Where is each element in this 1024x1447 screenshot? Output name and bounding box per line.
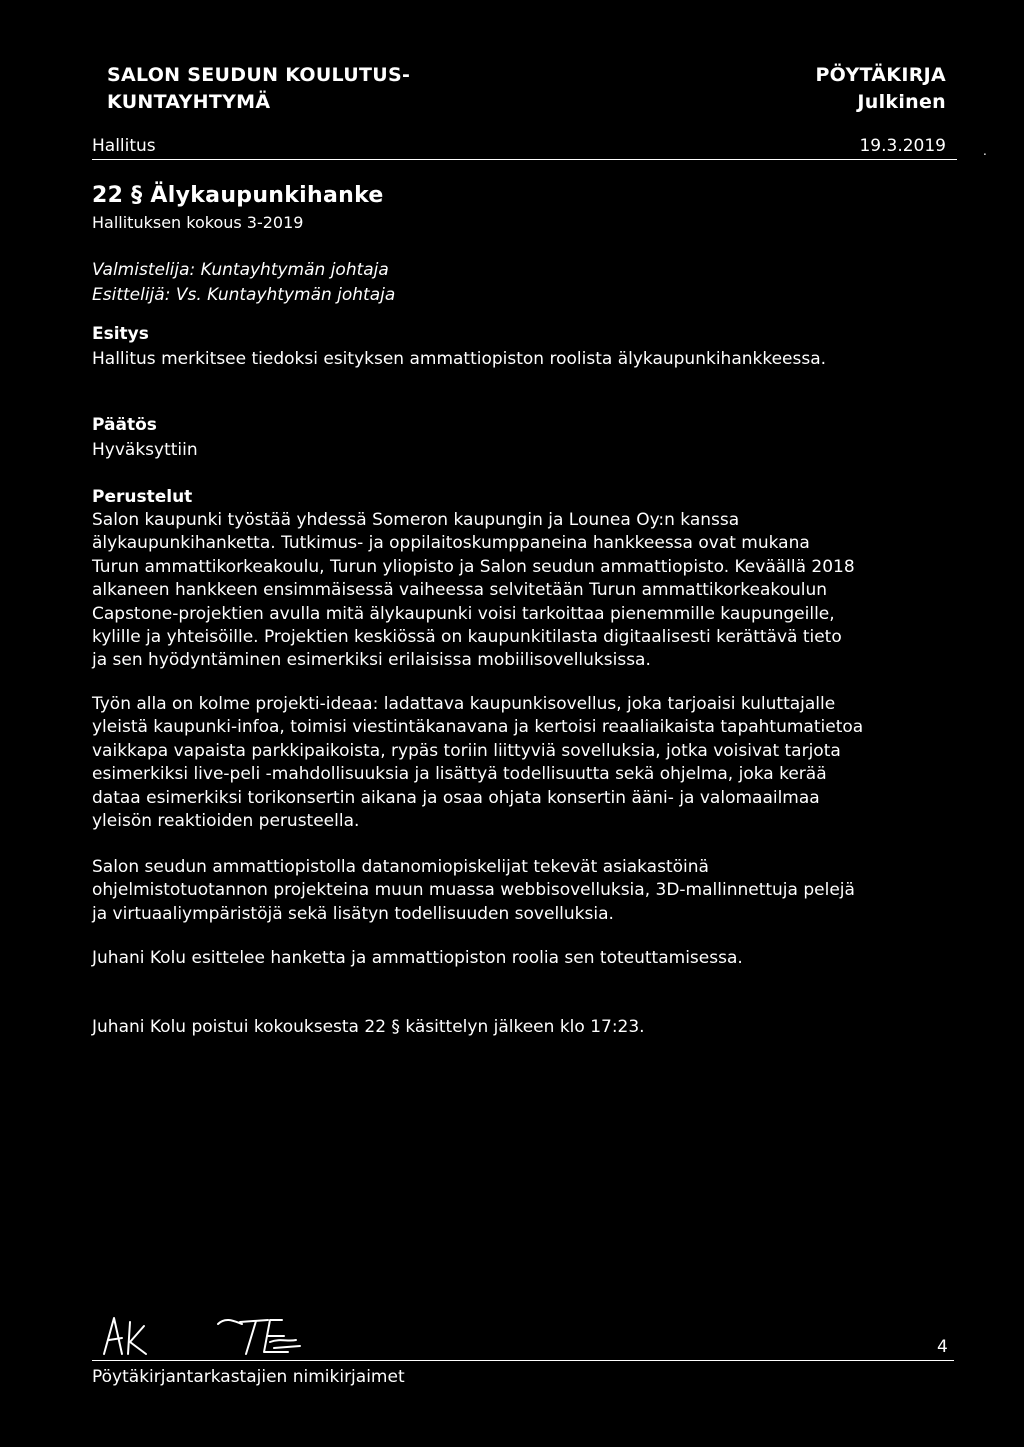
- meeting-date: 19.3.2019: [859, 136, 946, 156]
- initials-signature-image: [100, 1312, 360, 1360]
- proposal-text: Hallitus merkitsee tiedoksi esityksen ammattiopiston roolista älykaupunkihankkeessa.: [92, 349, 827, 369]
- preparation-info: [92, 258, 395, 308]
- rationale-paragraph-2: [92, 693, 972, 833]
- signatures-label: Pöytäkirjantarkastajien nimikirjaimet: [92, 1367, 405, 1387]
- document-type: PÖYTÄKIRJA: [815, 64, 946, 86]
- paragraph-line: yleisön reaktioiden perusteella.: [92, 811, 360, 832]
- header-divider: [92, 159, 957, 160]
- visibility-label: Julkinen: [857, 91, 946, 113]
- handwritten-initials: [100, 1312, 360, 1364]
- paragraph-line: alkaneen hankkeen ensimmäisessä vaiheessa selvitetään Turun ammattikorkeakoulun: [92, 580, 828, 601]
- document-type-block: [815, 62, 946, 116]
- paragraph-line: dataa esimerkiksi torikonsertin aikana ja osaa ohjata konsertin ääni- ja valomaailmaa: [92, 787, 820, 808]
- paragraph-line: Juhani Kolu poistui kokouksesta 22 § käsittelyn jälkeen klo 17:23.: [92, 1017, 645, 1037]
- paragraph-line: esimerkiksi live-peli -mahdollisuuksia ja lisättyä todellisuutta sekä ohjelma, joka kerää: [92, 764, 827, 785]
- rationale-paragraph-1: [92, 509, 972, 673]
- paragraph-line: älykaupunkihanketta. Tutkimus- ja oppilaitoskumppaneina hankkeessa ovat mukana: [92, 533, 810, 554]
- rationale-paragraph-3: [92, 856, 972, 926]
- paragraph-line: Capstone-projektien avulla mitä älykaupunki voisi tarkoittaa pienemmille kaupungeille,: [92, 603, 835, 624]
- rationale-paragraph-4: [92, 947, 972, 970]
- paragraph-line: yleistä kaupunki-infoa, toimisi viestintäkanavana ja kertoisi reaaliaikaista tapahtumatietoa: [92, 717, 864, 738]
- paragraph-line: Turun ammattikorkeakoulu, Turun yliopisto ja Salon seudun ammattiopisto. Keväällä 2018: [92, 556, 855, 577]
- rationale-paragraph-5: [92, 1016, 972, 1039]
- rationale-heading-block: [92, 485, 972, 510]
- paragraph-line: ohjelmistotuotannon projekteina muun muassa webbisovelluksia, 3D-mallinnettuja pelejä: [92, 880, 855, 901]
- paragraph-line: ja virtuaaliympäristöjä sekä lisätyn todellisuuden sovelluksia.: [92, 903, 614, 924]
- paragraph-line: Juhani Kolu esittelee hanketta ja ammattiopiston roolia sen toteuttamisessa.: [92, 948, 743, 968]
- signature-line: [92, 1360, 954, 1361]
- governing-body: Hallitus: [92, 136, 156, 156]
- proposal-section: [92, 322, 972, 372]
- paragraph-line: Salon seudun ammattiopistolla datanomiopiskelijat tekevät asiakastöinä: [92, 857, 709, 877]
- paragraph-line: Työn alla on kolme projekti-ideaa: ladattava kaupunkisovellus, joka tarjoaisi kuluttajalle: [92, 694, 836, 714]
- meeting-row: [92, 136, 946, 160]
- org-name-line2: KUNTAYHTYMÄ: [107, 91, 271, 113]
- presenter: Esittelijä: Vs. Kuntayhtymän johtaja: [92, 285, 396, 305]
- proposal-heading: Esitys: [92, 324, 149, 344]
- decision-section: [92, 413, 972, 463]
- paragraph-line: vaikkapa vapaista parkkipaikoista, rypäs toriin liittyviä sovelluksia, jotka voisivat tarjota: [92, 740, 841, 761]
- meeting-reference: Hallituksen kokous 3-2019: [92, 213, 304, 232]
- item-title: 22 § Älykaupunkihanke: [92, 183, 384, 208]
- decision-heading: Päätös: [92, 415, 157, 435]
- decision-text: Hyväksyttiin: [92, 440, 198, 460]
- stray-dot: .: [983, 144, 987, 158]
- paragraph-line: ja sen hyödyntäminen esimerkiksi erilaisissa mobiilisovelluksissa.: [92, 650, 651, 671]
- org-name-line1: SALON SEUDUN KOULUTUS-: [107, 64, 411, 86]
- rationale-heading: Perustelut: [92, 487, 193, 507]
- paragraph-line: kylille ja yhteisöille. Projektien keskiössä on kaupunkitilasta digitaalisesti kerättävä tieto: [92, 627, 842, 648]
- organization-name: [107, 62, 410, 116]
- paragraph-line: Salon kaupunki työstää yhdessä Someron kaupungin ja Lounea Oy:n kanssa: [92, 510, 740, 530]
- preparer: Valmistelija: Kuntayhtymän johtaja: [92, 260, 389, 280]
- page-number: 4: [937, 1337, 948, 1357]
